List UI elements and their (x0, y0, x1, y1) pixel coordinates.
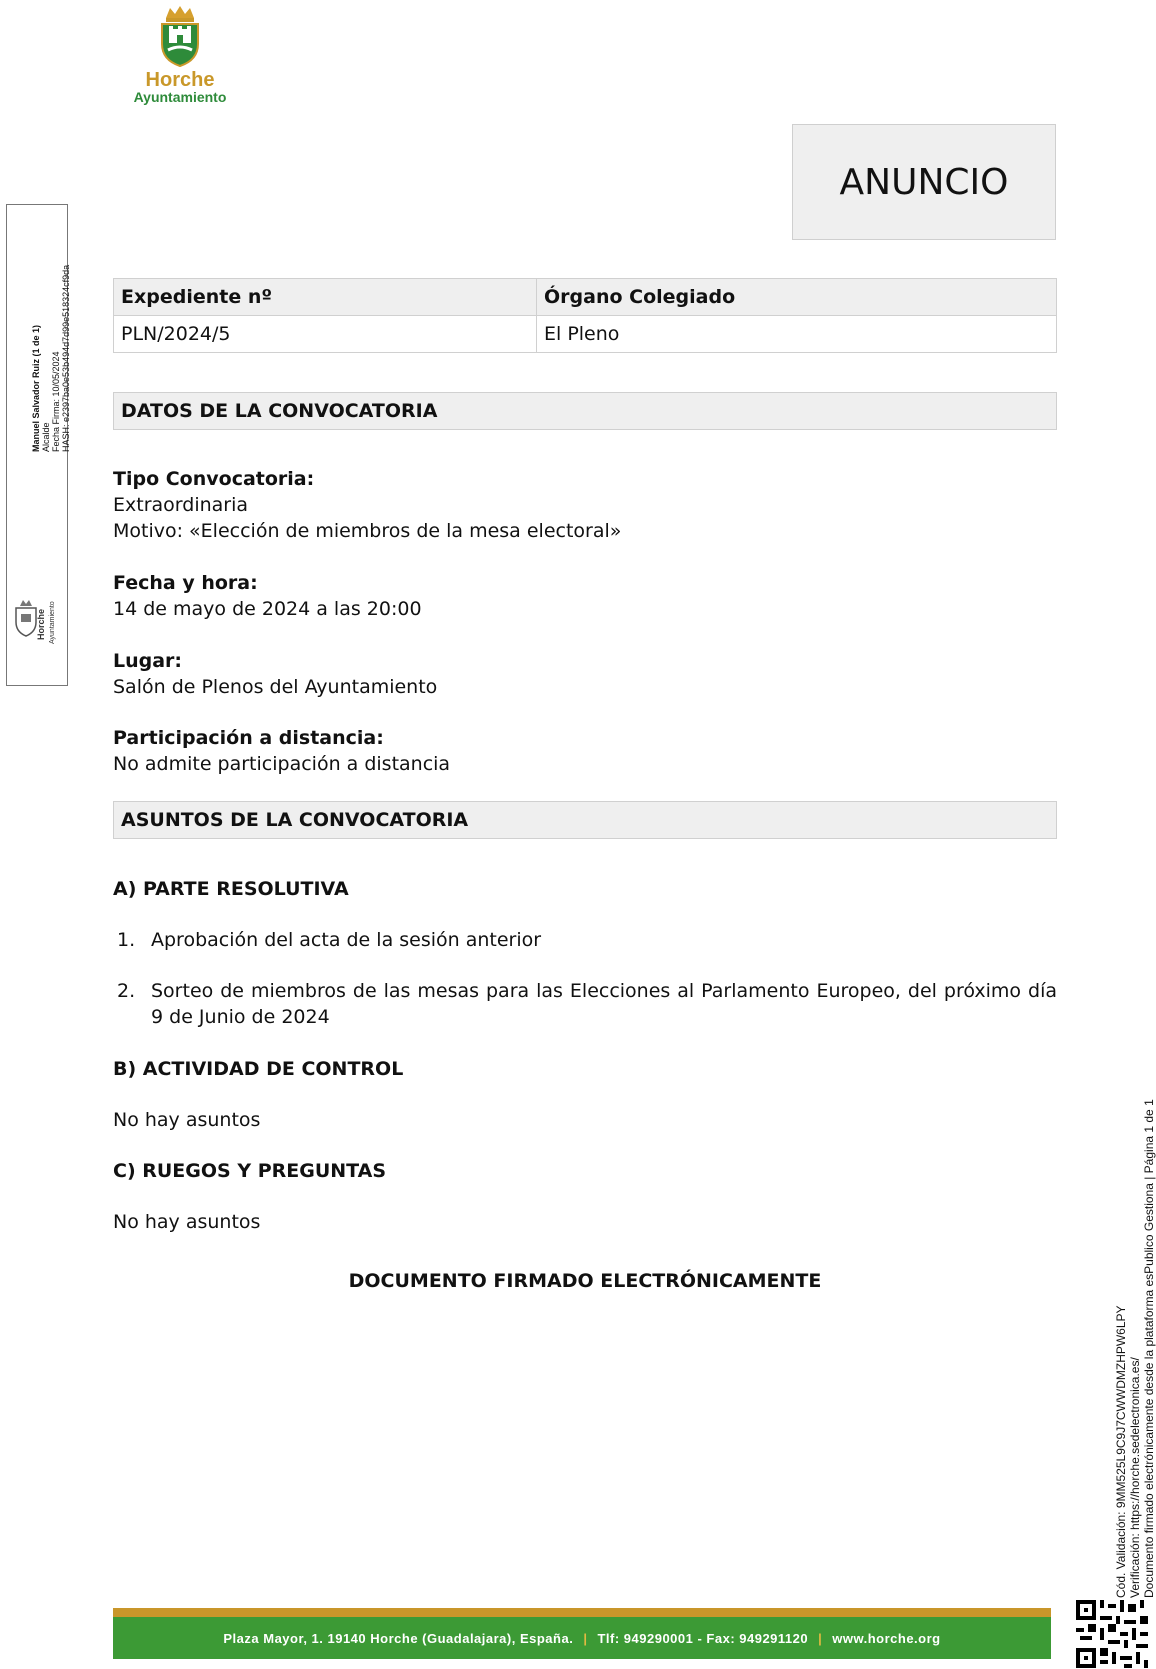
logo-subtitle: Ayuntamiento (133, 89, 227, 105)
organo-header: Órgano Colegiado (537, 279, 1057, 316)
part-b-title: B) ACTIVIDAD DE CONTROL (113, 1058, 404, 1080)
part-b-text: No hay asuntos (113, 1109, 261, 1131)
fecha-label: Fecha y hora: (113, 572, 258, 594)
footer-stripe (113, 1608, 1051, 1617)
fecha-value: 14 de mayo de 2024 a las 20:00 (113, 598, 422, 620)
expediente-header: Expediente nº (114, 279, 537, 316)
footer-address: Plaza Mayor, 1. 19140 Horche (Guadalajara), España. (223, 1630, 574, 1646)
participacion-label: Participación a distancia: (113, 727, 384, 749)
part-a-title: A) PARTE RESOLUTIVA (113, 878, 349, 900)
footer-separator: | (818, 1630, 823, 1646)
signer-role: Alcalde (41, 422, 51, 452)
signature-hash: HASH: e2397ba0e53b494d7d99e518324cf9da (61, 264, 71, 452)
signature-date: Fecha Firma: 10/05/2024 (51, 351, 61, 452)
svg-text:Horche: Horche (36, 608, 46, 640)
footer-bar (113, 1617, 1051, 1659)
tipo-value: Extraordinaria (113, 494, 249, 516)
signer-name: Manuel Salvador Ruiz (1 de 1) (31, 324, 41, 452)
platform-note: Documento firmado electrónicamente desde la plataforma esPublico Gestiona | Página 1 de 1 (1142, 1099, 1156, 1598)
qr-code (1076, 1600, 1148, 1668)
item-text: Aprobación del acta de la sesión anterior (151, 929, 542, 951)
list-item (113, 927, 1057, 953)
footer-separator: | (583, 1630, 588, 1646)
expediente-value: PLN/2024/5 (114, 316, 537, 353)
motivo-text: Motivo: «Elección de miembros de la mesa electoral» (113, 520, 622, 542)
validation-code: Cód. Validación: 9MM525L9C9J7CWWDMZHPW6LPY (1114, 1305, 1128, 1598)
datos-section-header: DATOS DE LA CONVOCATORIA (113, 392, 1057, 430)
participacion-value: No admite participación a distancia (113, 753, 451, 775)
table-row (114, 316, 1057, 353)
signature-logo (14, 596, 62, 646)
document-type-box: ANUNCIO (792, 124, 1056, 240)
table-header-row (114, 279, 1057, 316)
svg-text:Ayuntamiento: Ayuntamiento (49, 601, 56, 644)
lugar-label: Lugar: (113, 650, 183, 672)
asuntos-section-header: ASUNTOS DE LA CONVOCATORIA (113, 801, 1057, 839)
part-c-text: No hay asuntos (113, 1211, 261, 1233)
footer-website[interactable]: www.horche.org (832, 1630, 941, 1646)
part-c-title: C) RUEGOS Y PREGUNTAS (113, 1160, 387, 1182)
organo-value: El Pleno (537, 316, 1057, 353)
tipo-label: Tipo Convocatoria: (113, 468, 315, 490)
verification-url[interactable]: Verificación: https://horche.sedelectronica.es/ (1128, 1357, 1142, 1598)
municipal-logo (125, 4, 235, 105)
item-number: 1. (117, 929, 136, 951)
list-item (113, 978, 1057, 1030)
lugar-value: Salón de Plenos del Ayuntamiento (113, 676, 438, 698)
item-number: 2. (117, 980, 136, 1002)
item-text: Sorteo de miembros de las mesas para las Elecciones al Parlamento Europeo, del próximo día 9 de Junio de 2024 (151, 980, 1057, 1028)
logo-name: Horche (145, 69, 215, 91)
coat-of-arms-icon (158, 4, 202, 68)
signed-note: DOCUMENTO FIRMADO ELECTRÓNICAMENTE (348, 1270, 822, 1292)
expediente-table (113, 278, 1057, 353)
footer-phone: Tlf: 949290001 - Fax: 949291120 (597, 1630, 809, 1646)
